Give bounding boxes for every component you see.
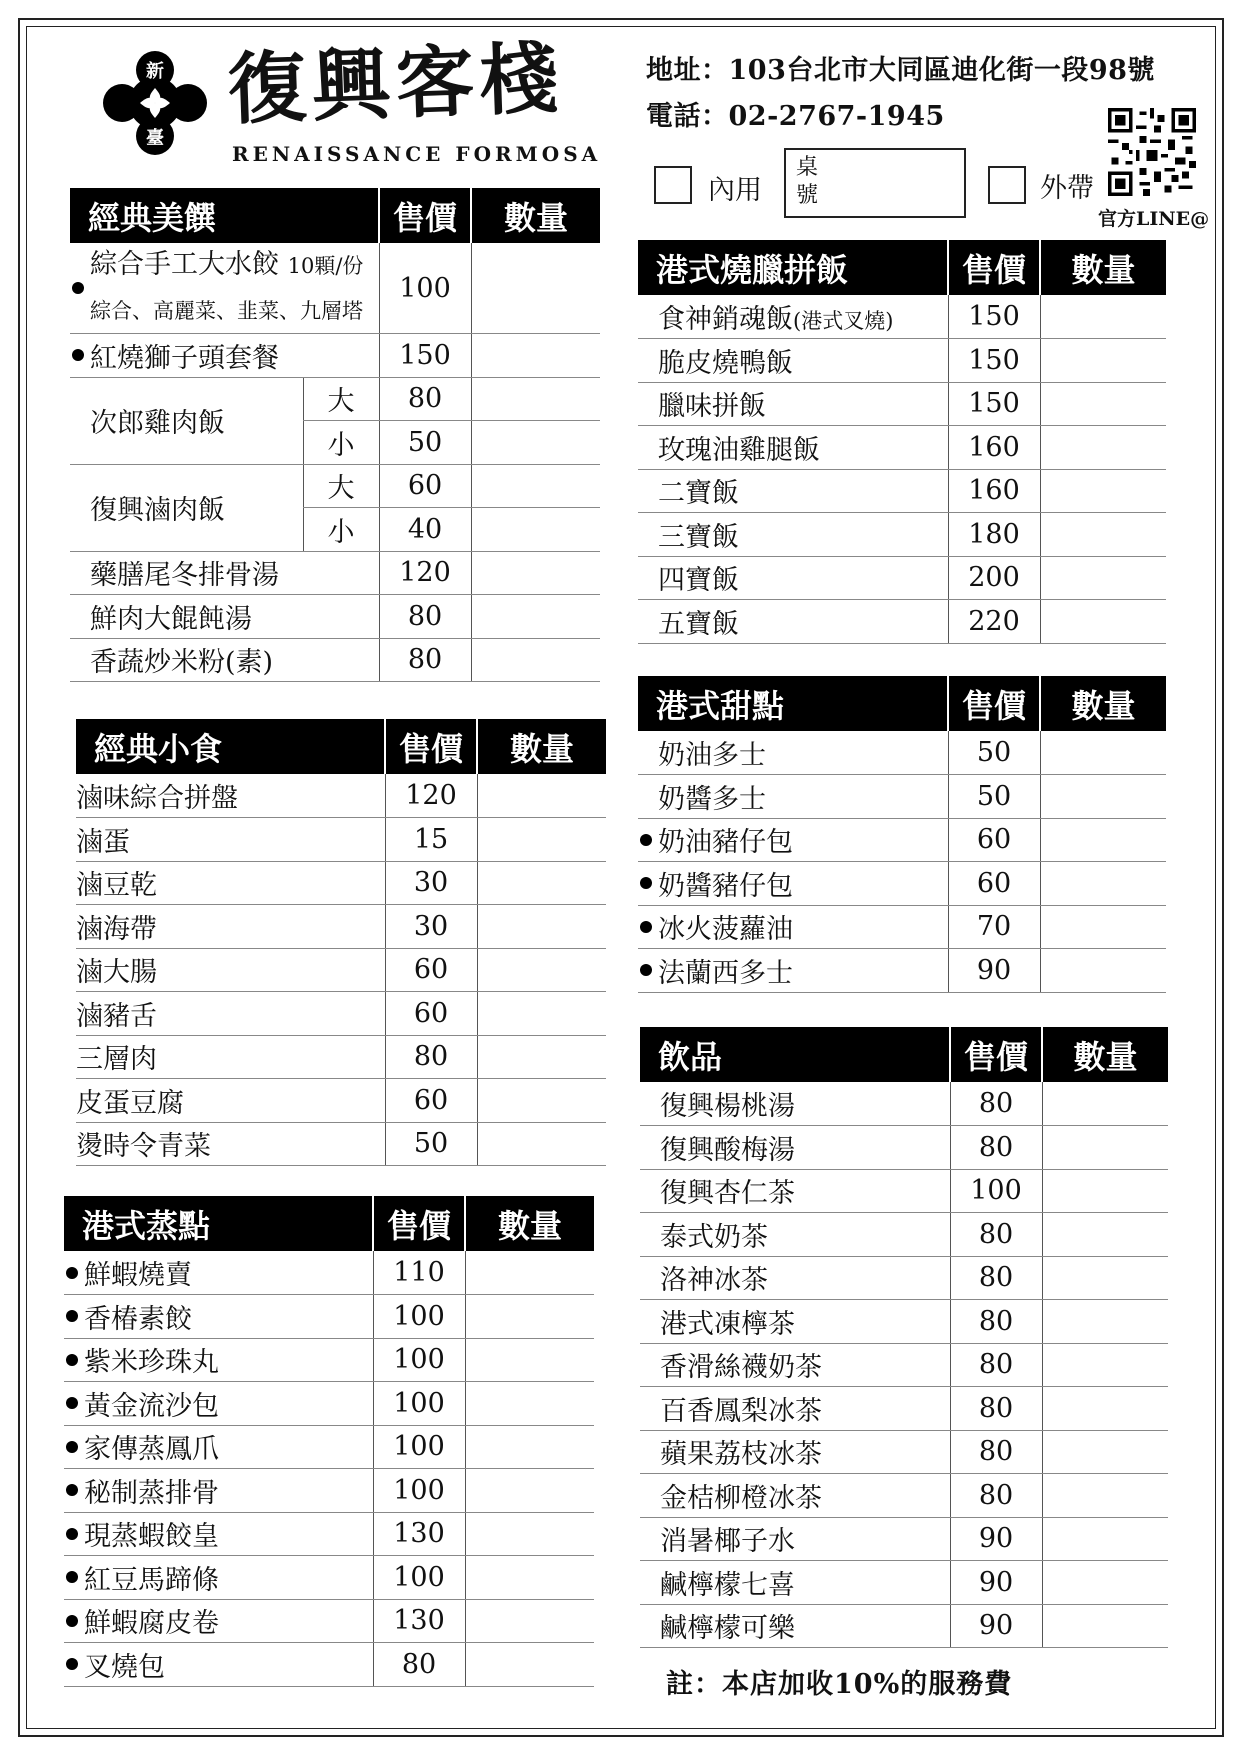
item-name: 次郎雞肉飯: [70, 377, 303, 464]
item-price: 60: [385, 1079, 477, 1123]
item-price: 50: [379, 421, 471, 465]
item-name: 洛神冰茶: [640, 1256, 950, 1300]
qty-header: 數量: [1042, 1027, 1168, 1082]
menu-row: [76, 992, 606, 1036]
seal-bottom-char: 臺: [146, 128, 164, 149]
qty-cell[interactable]: [471, 243, 600, 334]
menu-row: [638, 469, 1166, 513]
item-name: 五寶飯: [638, 600, 948, 644]
item-price: 100: [379, 243, 471, 334]
qty-cell[interactable]: [471, 638, 600, 682]
menu-row: [76, 1079, 606, 1123]
qty-cell[interactable]: [477, 1035, 606, 1079]
item-name: 奶醬多士: [638, 775, 948, 819]
item-price: 80: [950, 1126, 1042, 1170]
item-price: 80: [379, 638, 471, 682]
item-price: 60: [948, 862, 1040, 906]
menu-row: [76, 905, 606, 949]
qty-cell[interactable]: [477, 818, 606, 862]
qty-cell[interactable]: [1042, 1126, 1168, 1170]
qty-cell[interactable]: [1040, 862, 1166, 906]
item-price: 80: [950, 1082, 1042, 1126]
menu-row: [640, 1430, 1168, 1474]
menu-row: [638, 382, 1166, 426]
item-name: 泰式奶茶: [640, 1213, 950, 1257]
item-price: 150: [379, 334, 471, 378]
qty-cell[interactable]: [465, 1469, 594, 1513]
qty-cell[interactable]: [1042, 1517, 1168, 1561]
qty-cell[interactable]: [471, 464, 600, 508]
item-name: 鮮蝦燒賣: [64, 1251, 373, 1295]
qty-cell[interactable]: [471, 595, 600, 639]
item-name: 鹹檸檬七喜: [640, 1561, 950, 1605]
item-name: 玫瑰油雞腿飯: [638, 426, 948, 470]
item-price: 60: [385, 948, 477, 992]
item-price: 130: [373, 1599, 465, 1643]
qty-cell[interactable]: [1040, 600, 1166, 644]
item-price: 100: [373, 1425, 465, 1469]
item-price: 100: [950, 1169, 1042, 1213]
item-name: 百香鳳梨冰茶: [640, 1387, 950, 1431]
item-price: 80: [379, 595, 471, 639]
section-classic-dishes: [70, 188, 600, 682]
price-header: 售價: [950, 1027, 1042, 1082]
table-number-field[interactable]: [784, 148, 966, 218]
item-price: 70: [948, 905, 1040, 949]
dine-in-checkbox[interactable]: [654, 166, 692, 204]
menu-row: [638, 731, 1166, 775]
menu-row: [64, 1251, 594, 1295]
item-price: 50: [948, 731, 1040, 775]
menu-row: [70, 638, 600, 682]
seal-top-char: 新: [146, 61, 164, 82]
menu-row: [70, 334, 600, 378]
menu-row: [76, 1035, 606, 1079]
qty-cell[interactable]: [1040, 339, 1166, 383]
section-hk-roast: [638, 240, 1166, 644]
qty-cell[interactable]: [1042, 1387, 1168, 1431]
qty-cell[interactable]: [465, 1251, 594, 1295]
qty-header: 數量: [471, 188, 600, 243]
qty-cell[interactable]: [471, 551, 600, 595]
menu-row: [64, 1338, 594, 1382]
item-price: 220: [948, 600, 1040, 644]
qty-cell[interactable]: [1040, 818, 1166, 862]
qty-cell[interactable]: [1040, 469, 1166, 513]
service-charge-note: 註：本店加收10%的服務費: [666, 1669, 1013, 1700]
menu-row: [64, 1425, 594, 1469]
brand-logo: [100, 48, 210, 158]
menu-row: [638, 905, 1166, 949]
item-price: 80: [373, 1643, 465, 1687]
price-header: 售價: [948, 676, 1040, 731]
item-price: 120: [379, 551, 471, 595]
item-price: 30: [385, 905, 477, 949]
section-hk-dimsum: [64, 1196, 594, 1687]
item-price: 150: [948, 382, 1040, 426]
qty-cell[interactable]: [1042, 1213, 1168, 1257]
qty-cell[interactable]: [465, 1599, 594, 1643]
menu-row: [640, 1343, 1168, 1387]
qty-cell[interactable]: [1040, 905, 1166, 949]
item-name: 紫米珍珠丸: [64, 1338, 373, 1382]
item-name: 黃金流沙包: [64, 1382, 373, 1426]
item-name: 紅豆馬蹄條: [64, 1556, 373, 1600]
brand-name: 復興客棧: [226, 33, 566, 136]
section-classic-snacks: [76, 719, 606, 1166]
item-price: 80: [950, 1387, 1042, 1431]
qty-cell[interactable]: [471, 334, 600, 378]
menu-row: [70, 551, 600, 595]
menu-row: [64, 1556, 594, 1600]
item-name: 秘制蒸排骨: [64, 1469, 373, 1513]
item-name: 滷蛋: [76, 818, 385, 862]
item-price: 120: [385, 774, 477, 818]
item-name: 奶油多士: [638, 731, 948, 775]
qty-cell[interactable]: [1040, 949, 1166, 993]
menu-row: [640, 1126, 1168, 1170]
qty-cell[interactable]: [477, 948, 606, 992]
qty-cell[interactable]: [1042, 1300, 1168, 1344]
item-price: 90: [950, 1517, 1042, 1561]
item-price: 30: [385, 861, 477, 905]
menu-row: [638, 775, 1166, 819]
item-price: 50: [948, 775, 1040, 819]
menu-row: [64, 1382, 594, 1426]
item-name: 鮮蝦腐皮卷: [64, 1599, 373, 1643]
item-name: 叉燒包: [64, 1643, 373, 1687]
menu-row: [640, 1517, 1168, 1561]
qty-cell[interactable]: [1040, 775, 1166, 819]
qty-cell[interactable]: [465, 1338, 594, 1382]
menu-row: [638, 949, 1166, 993]
section-title: 港式甜點: [638, 676, 948, 731]
item-name: 紅燒獅子頭套餐: [70, 334, 379, 378]
item-price: 90: [948, 949, 1040, 993]
item-name: 金桔柳橙冰茶: [640, 1474, 950, 1518]
item-name: 香椿素餃: [64, 1295, 373, 1339]
takeout-checkbox[interactable]: [988, 166, 1026, 204]
qty-cell[interactable]: [1042, 1343, 1168, 1387]
item-name: 食神銷魂飯(港式叉燒): [638, 295, 948, 339]
table-number-label: 桌 號: [796, 155, 819, 208]
qty-cell[interactable]: [1042, 1474, 1168, 1518]
size-small: 小: [303, 508, 379, 552]
item-name: 臘味拼飯: [638, 382, 948, 426]
item-price: 100: [373, 1556, 465, 1600]
item-name: 四寶飯: [638, 556, 948, 600]
section-title: 港式燒臘拼飯: [638, 240, 948, 295]
section-hk-dessert: [638, 676, 1166, 993]
item-price: 90: [950, 1604, 1042, 1648]
item-name: 藥膳尾冬排骨湯: [70, 551, 379, 595]
qty-cell[interactable]: [465, 1382, 594, 1426]
qty-cell[interactable]: [1042, 1604, 1168, 1648]
menu-row: [640, 1256, 1168, 1300]
menu-row: [76, 948, 606, 992]
item-name: 三層肉: [76, 1035, 385, 1079]
item-name: 滷味綜合拼盤: [76, 774, 385, 818]
item-name: 香滑絲襪奶茶: [640, 1343, 950, 1387]
qty-cell[interactable]: [465, 1425, 594, 1469]
price-header: 售價: [379, 188, 471, 243]
qty-cell[interactable]: [477, 861, 606, 905]
address: 地址：103台北市大同區迪化街一段98號: [646, 55, 1155, 86]
section-title: 經典美饌: [70, 188, 379, 243]
size-small: 小: [303, 421, 379, 465]
qty-cell[interactable]: [477, 1079, 606, 1123]
item-price: 150: [948, 295, 1040, 339]
item-name: 復興酸梅湯: [640, 1126, 950, 1170]
section-title: 港式蒸點: [64, 1196, 373, 1251]
item-name: 二寶飯: [638, 469, 948, 513]
section-drinks: [640, 1027, 1168, 1648]
price-header: 售價: [385, 719, 477, 774]
section-title: 經典小食: [76, 719, 385, 774]
item-price: 15: [385, 818, 477, 862]
menu-row: [64, 1295, 594, 1339]
qty-cell[interactable]: [1042, 1169, 1168, 1213]
qty-cell[interactable]: [477, 905, 606, 949]
item-price: 100: [373, 1382, 465, 1426]
menu-row: [64, 1599, 594, 1643]
item-price: 160: [948, 469, 1040, 513]
item-price: 60: [948, 818, 1040, 862]
menu-row: [70, 243, 600, 334]
item-price: 80: [950, 1213, 1042, 1257]
qty-cell[interactable]: [465, 1643, 594, 1687]
menu-row: [640, 1387, 1168, 1431]
item-price: 180: [948, 513, 1040, 557]
qty-cell[interactable]: [1040, 382, 1166, 426]
item-name: 蘋果荔枝冰茶: [640, 1430, 950, 1474]
menu-row: [64, 1643, 594, 1687]
item-name: 皮蛋豆腐: [76, 1079, 385, 1123]
qty-cell[interactable]: [1042, 1082, 1168, 1126]
item-price: 200: [948, 556, 1040, 600]
dine-in-label: 內用: [708, 175, 762, 206]
item-name: 脆皮燒鴨飯: [638, 339, 948, 383]
menu-row: [638, 818, 1166, 862]
item-name: 滷大腸: [76, 948, 385, 992]
qty-cell[interactable]: [465, 1295, 594, 1339]
menu-row: [638, 513, 1166, 557]
item-price: 60: [385, 992, 477, 1036]
item-price: 80: [385, 1035, 477, 1079]
qty-header: 數量: [1040, 240, 1166, 295]
item-name: 鮮肉大餛飩湯: [70, 595, 379, 639]
item-price: 80: [950, 1256, 1042, 1300]
item-name: 復興楊桃湯: [640, 1082, 950, 1126]
item-price: 90: [950, 1561, 1042, 1605]
menu-row: [640, 1082, 1168, 1126]
item-name: 鹹檸檬可樂: [640, 1604, 950, 1648]
item-price: 80: [950, 1430, 1042, 1474]
item-price: 80: [379, 377, 471, 421]
menu-row: [638, 862, 1166, 906]
size-large: 大: [303, 377, 379, 421]
item-name: 香蔬炒米粉(素): [70, 638, 379, 682]
item-price: 80: [950, 1300, 1042, 1344]
phone: 電話：02-2767-1945: [646, 101, 945, 132]
qty-cell[interactable]: [1040, 731, 1166, 775]
qty-cell[interactable]: [1040, 513, 1166, 557]
menu-row: [76, 818, 606, 862]
qty-cell[interactable]: [1040, 295, 1166, 339]
qty-cell[interactable]: [1042, 1256, 1168, 1300]
item-name: 消暑椰子水: [640, 1517, 950, 1561]
menu-row: [76, 1122, 606, 1166]
menu-row: [70, 377, 600, 421]
qty-cell[interactable]: [471, 377, 600, 421]
qty-cell[interactable]: [465, 1556, 594, 1600]
item-price: 40: [379, 508, 471, 552]
line-label: 官方LINE@: [1098, 208, 1210, 230]
item-name: 現蒸蝦餃皇: [64, 1512, 373, 1556]
qty-cell[interactable]: [471, 421, 600, 465]
item-price: 60: [379, 464, 471, 508]
menu-row: [640, 1213, 1168, 1257]
qty-cell[interactable]: [477, 774, 606, 818]
qty-header: 數量: [1040, 676, 1166, 731]
menu-row: [70, 595, 600, 639]
menu-row: [64, 1512, 594, 1556]
qty-cell[interactable]: [1042, 1430, 1168, 1474]
qty-cell[interactable]: [477, 1122, 606, 1166]
item-price: 80: [950, 1474, 1042, 1518]
item-name: 港式凍檸茶: [640, 1300, 950, 1344]
item-name: 冰火菠蘿油: [638, 905, 948, 949]
item-name: 法蘭西多士: [638, 949, 948, 993]
menu-row: [64, 1469, 594, 1513]
item-price: 50: [385, 1122, 477, 1166]
qty-cell[interactable]: [465, 1512, 594, 1556]
item-price: 100: [373, 1338, 465, 1382]
item-name: 復興滷肉飯: [70, 464, 303, 551]
item-price: 80: [950, 1343, 1042, 1387]
item-name: 復興杏仁茶: [640, 1169, 950, 1213]
menu-row: [638, 295, 1166, 339]
item-price: 160: [948, 426, 1040, 470]
menu-row: [640, 1561, 1168, 1605]
menu-row: [640, 1604, 1168, 1648]
qr-code[interactable]: [1108, 108, 1196, 196]
menu-row: [638, 556, 1166, 600]
item-name: 滷豆乾: [76, 861, 385, 905]
price-header: 售價: [373, 1196, 465, 1251]
item-name: 三寶飯: [638, 513, 948, 557]
menu-row: [70, 464, 600, 508]
qty-header: 數量: [465, 1196, 594, 1251]
menu-row: [640, 1300, 1168, 1344]
item-name: 滷海帶: [76, 905, 385, 949]
item-price: 100: [373, 1469, 465, 1513]
menu-row: [638, 339, 1166, 383]
item-name: 奶油豬仔包: [638, 818, 948, 862]
item-price: 150: [948, 339, 1040, 383]
item-name: 燙時令青菜: [76, 1122, 385, 1166]
qty-cell[interactable]: [471, 508, 600, 552]
price-header: 售價: [948, 240, 1040, 295]
size-large: 大: [303, 464, 379, 508]
item-name: 滷豬舌: [76, 992, 385, 1036]
qty-cell[interactable]: [1042, 1561, 1168, 1605]
qty-cell[interactable]: [1040, 556, 1166, 600]
item-price: 130: [373, 1512, 465, 1556]
item-name: 家傳蒸鳳爪: [64, 1425, 373, 1469]
qty-cell[interactable]: [1040, 426, 1166, 470]
menu-row: [638, 426, 1166, 470]
item-price: 110: [373, 1251, 465, 1295]
qty-cell[interactable]: [477, 992, 606, 1036]
item-name: 奶醬豬仔包: [638, 862, 948, 906]
menu-row: [640, 1169, 1168, 1213]
menu-row: [76, 861, 606, 905]
item-name: 綜合手工大水餃 10顆/份 綜合、高麗菜、韭菜、九層塔: [70, 243, 379, 334]
menu-row: [640, 1474, 1168, 1518]
qty-header: 數量: [477, 719, 606, 774]
menu-row: [638, 600, 1166, 644]
brand-english: RENAISSANCE FORMOSA: [232, 142, 602, 166]
section-title: 飲品: [640, 1027, 950, 1082]
menu-row: [76, 774, 606, 818]
item-price: 100: [373, 1295, 465, 1339]
takeout-label: 外帶: [1040, 173, 1094, 204]
